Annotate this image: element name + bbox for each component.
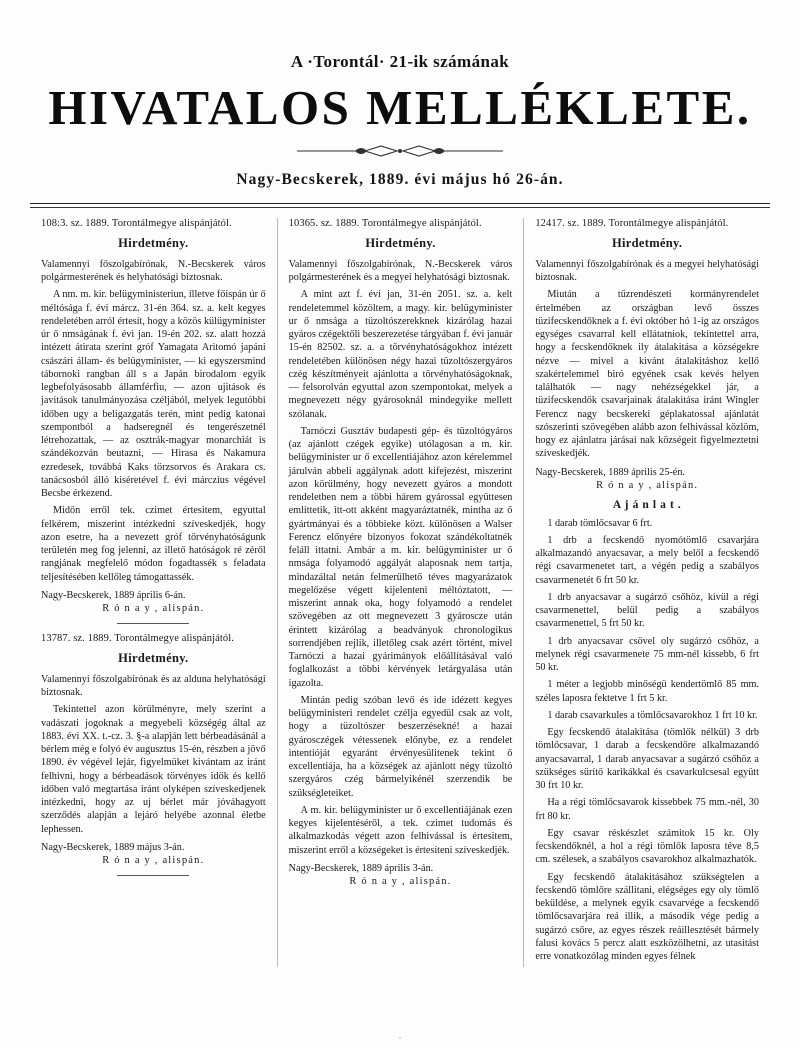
place-date: Nagy-Becskerek, 1889 május 3-án. <box>41 841 185 853</box>
place-date: Nagy-Becskerek, 1889 április 6-án. <box>41 589 186 601</box>
masthead <box>30 52 770 189</box>
masthead-subtitle: Nagy-Becskerek, 1889. évi május hó 26-án. <box>236 171 564 189</box>
column-container <box>30 218 770 968</box>
header-divider <box>30 203 770 208</box>
paragraph: Miután a tűzrendészeti kormányrendelet értelmében az országban levő összes tüzifecskendőknek a f. évi október hó 1-ig az országos egységes csavarral kell ellátatniok, tekintettel arra, hogy a fecskendőknek ily átalakitása a községekre nézve — mivel a kivánt átalakitáshoz kellő szakértelemmel biró egyének csak kevés helyen találhatók — nagy nehézségekkel jár, a tüzifecskendők csavarjainak átalakitása iránt Wingler Ferencz nagy becskereki géplakatossal ajánlatát szószerinti szövegében alább azon felhivással közlöm, hogy ez ajánlatra járásai nak községeit figyelmeztetni szíveskedjék. <box>535 289 759 460</box>
paragraph: Valamennyi főszolgabírónak és az alduna helyhatósági biztosnak. <box>41 673 266 699</box>
paragraph: Valamennyi főszolgabírónak, N.-Becskerek város polgármesterének és helyhatósági biztosnak. <box>41 258 266 284</box>
block-divider <box>117 623 189 624</box>
section-heading: Hirdetmény. <box>365 235 436 250</box>
offer-item: Egy fecskendő átalakitásához szükségtelen a fecskendő tömlőre szállitani, elégséges egy oly tömlő beküldése, a melynek egyik csavarvége a fecskendő tömlőcsavarjára reá illik, a második vége pedig a sugárzó csőre, az egyes részek reáillesztését bármely falusi kovács 5 percz alatt eszközölhetni, az utasitást erre vonatkozólag minden egyes félnek <box>535 871 759 963</box>
paragraph: Tarnóczi Gusztáv budapesti gép- és tüzoltógyáros (az ajánlott czégek egyike) utólagosan a m. kir. belügyminister ur ő excellentiájához azon kérelemmel járulván abbeli aggálynak adott kifejezést, miszerint azon körülmény, hogy nevezett gyáros a mondott rendeletben nem a többi hárem gyárossal együttesen emlittetik, itt-ott akként magyaráztatnék, mintha az ő gyártmányai és a többieke közt. különösen a Walser Ferencz előnyére bizonyos fokozat szándékoltatnék feláll ittatni. Ambár a m. kir. belügyminister ur ő nmsága folyamodó aggályát alaposnak nem tartja, mindazáltal netán felmerülhető téves magyarázatok megelőzése végett kijelenteni méltóztatott, — miszerint annak oka, hogy folyamodó a rendelet szövegében az ott megnevezett 3 gyároscze után érintett kizárólag a beadványok chronologikus sorrendjében rejlik, illetőleg csak azért történt, mivel Tarnóczi a hazai gyárimányok előállításával való foglalkozást a többi kérvények letárgyalása után igazolta. <box>288 425 513 689</box>
place-date: Nagy-Becskerek, 1889 április 25-én. <box>535 466 685 478</box>
paragraph: A mint azt f. évi jan, 31-én 2051. sz. a. kelt rendeletemmel közöltem, a magy. kir. belügyminister ur ő nmsága a tüzoltószerekknek kizárólag hazai gyáros czégektőli beszerezetése tárgyában f. évi január 15-én 82502. sz. a. a törvényhatóságokhoz intézett rendeletében különösen négy hazai tüzoltószergyáros czég készítményeit ajánlotta a törvényhatóságoknak, — felsorolván egyuttal azon szempontokat, melyek a megnevezett négy gyárosoknál mindegyike mellett szólanak. <box>288 289 513 420</box>
offer-item: Egy fecskendő átalakitása (tömlők nélkül) 3 drb tömlőcsavar, 1 darab a fecskendőre alkalmazandó anyacsavarral, 1 darab anyacsavar a sugárzó csőhöz a szükséges sürítő karikákkal és csavarkulcsesal együtt 30 frt 10 kr. <box>535 727 759 792</box>
paragraph: A nm. m. kir. belügyministeriun, illetve főispán úr ő méltósága f. évi márcz. 31-én 364. sz. a. kelt kegyes rendeletében arról értesít, hogy a közös külügyminister úr ő nmságának f. évi jan. 19-én 202. sz. alatt hozzá intézett átirata szerint gróf Yamagata Aritomó japáni császári állam- és belügyminister, — ki egyszersmind tábornoki rangban áll s a Japán birodalom egyik legbefolyásosabb államférfiu, — azon ujitások és javitások tanulmányozása czéljából, melyek legutóbbi időben ugy a beligazgatás terén, mint pedig katonai szempontból a hadseregnél és tengerészetnél létrehozattak, — az osztrák-magyar monarchiát is szándékozván beutazni, — Hirasa és Nakamura ezredesek, továbbá Kaks törzsorvos és Arakara cs. tanácsosból álló kiséretével f. évi márczius végével Becsbe érkezend. <box>41 289 266 500</box>
section-heading: Hirdetmény. <box>118 650 189 665</box>
signature: R ó n a y , alispán. <box>349 875 452 887</box>
signature: R ó n a y , alispán. <box>102 854 205 866</box>
paragraph: Mintán pedig szóban levő és ide idézett kegyes belügyministeri rendelet czélja egyedül csak az volt, hogy a tüzoltószer beszerzésekné! a hazai gyárosczégek vétessenek előnybe, ez a rendelet intentióját egyaránt érvényesülitenek tekint ő excellentiája, ha a községek az ajánlott négy tüzoltó szergyáros czég bármelyikénél szerzendik be szükségleteiket. <box>288 694 513 799</box>
document-number: 108:3. sz. 1889. Torontálmegye alispánjától. <box>41 217 232 229</box>
masthead-kicker: A ·Torontál· 21-ik számának <box>290 52 510 71</box>
block-divider <box>117 875 189 876</box>
column-left <box>30 218 277 968</box>
offer-heading: A j á n l a t . <box>612 498 682 511</box>
ornament-divider <box>295 143 505 159</box>
offer-item: 1 darab tömlőcsavar 6 frt. <box>547 517 653 529</box>
section-heading: Hirdetmény. <box>611 235 683 250</box>
place-date: Nagy-Becskerek, 1889 április 3-án. <box>288 862 434 874</box>
column-middle <box>277 218 524 968</box>
paragraph: Tekintettel azon körülményre, mely szerint a vadászati jogoknak a megyebeli községég által az 1883. évi XX. t.-cz. 3. §-a alapján lett bérbeadásánál a bérlem még e folyó év augusztus 15-én, részben a jövő 1890. év végével lejár, figyelmüket kivántam az iránt felhivni, hogy a bérbeadások törvényes idők és kellő időben való megtartása iránt olyképen szíveskedjenek intézkedni, hogy az uj bérlet már jóváhagyott szerződés alapján a lejáró helyébe azonnal életbe lephessen. <box>41 704 266 835</box>
paragraph: Valamennyi főszolgabírónak és a megyei helyhatósági biztosnak. <box>535 258 759 284</box>
offer-item: 1 méter a legjobb minőségü kendertömlő 85 mm. széles laposra fektetve 1 frt 5 kr. <box>535 679 759 704</box>
offer-item: 1 drb a fecskendő nyomótömlő csavarjára alkalmazandó anyacsavar, a mely belől a fecskendő régi csavarmenetet tart, a végén pedig a szabályos csavarmenetét 6 frt 50 kr. <box>535 534 759 586</box>
signature: R ó n a y , alispán. <box>102 602 205 614</box>
offer-item: Egy csavar réskészlet számitok 15 kr. Oly fecskendőknél, a hol a régi tömlők laposra téve 8,5 cm. szélesek, a szabályos csavarokhoz alkalmazhatók. <box>535 827 759 866</box>
offer-item: 1 drb anyacsavar a sugárzó csőhöz, kivül a régi csavarmenettel, belül pedig a szabályos csavarmenettel, 5 frt 50 kr. <box>535 591 759 630</box>
paragraph: A m. kir. belügyminister ur ő excellentiájának ezen kegyes kijelentéséről, a tek. czimet tudomás és alkalmazkodás végett azon felhivással is értesitem, miszerint erről a községeket is értesíteni szíveskedjék. <box>288 804 513 856</box>
paragraph: Valamennyi főszolgabírónak, N.-Becskerek város polgármesterének és a megyei helyhatósági biztosnak. <box>288 258 513 284</box>
document-number: 10365. sz. 1889. Torontálmegye alispánjától. <box>288 217 482 229</box>
column-right <box>523 218 770 968</box>
page-title: HIVATALOS MELLÉKLETE. <box>48 80 752 135</box>
paragraph: Midőn erről tek. czimet értesitem, egyuttal felkérem, miszerint intézkedni szíveskedjék, hogy azon esetre, ha a nevezett gróf törvényhatóságunk területén meg fog jelenni, az illető hatóságok ré zéről rangjának megfelelő módon fogadtassék s feladata teljesítésében kellőleg támogattassék. <box>41 505 266 583</box>
document-number: 12417. sz. 1889. Torontálmegye alispánjától. <box>535 217 729 229</box>
section-heading: Hirdetmény. <box>118 235 189 250</box>
offer-item: 1 darab csavarkules a tömlőcsavarokhoz 1 frt 10 kr. <box>547 709 758 721</box>
offer-item: 1 drb anyacsavar csövel oly sugárzó csőhöz, a melynek régi csavarmenete 75 mm-nél kissebb, 6 frt 50 kr. <box>535 635 759 674</box>
page-footer-mark: · <box>398 1033 402 1043</box>
document-number: 13787. sz. 1889. Torontálmegye alispánjától. <box>41 632 235 644</box>
signature: R ó n a y , alispán. <box>596 479 699 491</box>
offer-item: Ha a régi tömlőcsavarok kissebbek 75 mm.-nél, 30 frt 80 kr. <box>535 797 759 822</box>
